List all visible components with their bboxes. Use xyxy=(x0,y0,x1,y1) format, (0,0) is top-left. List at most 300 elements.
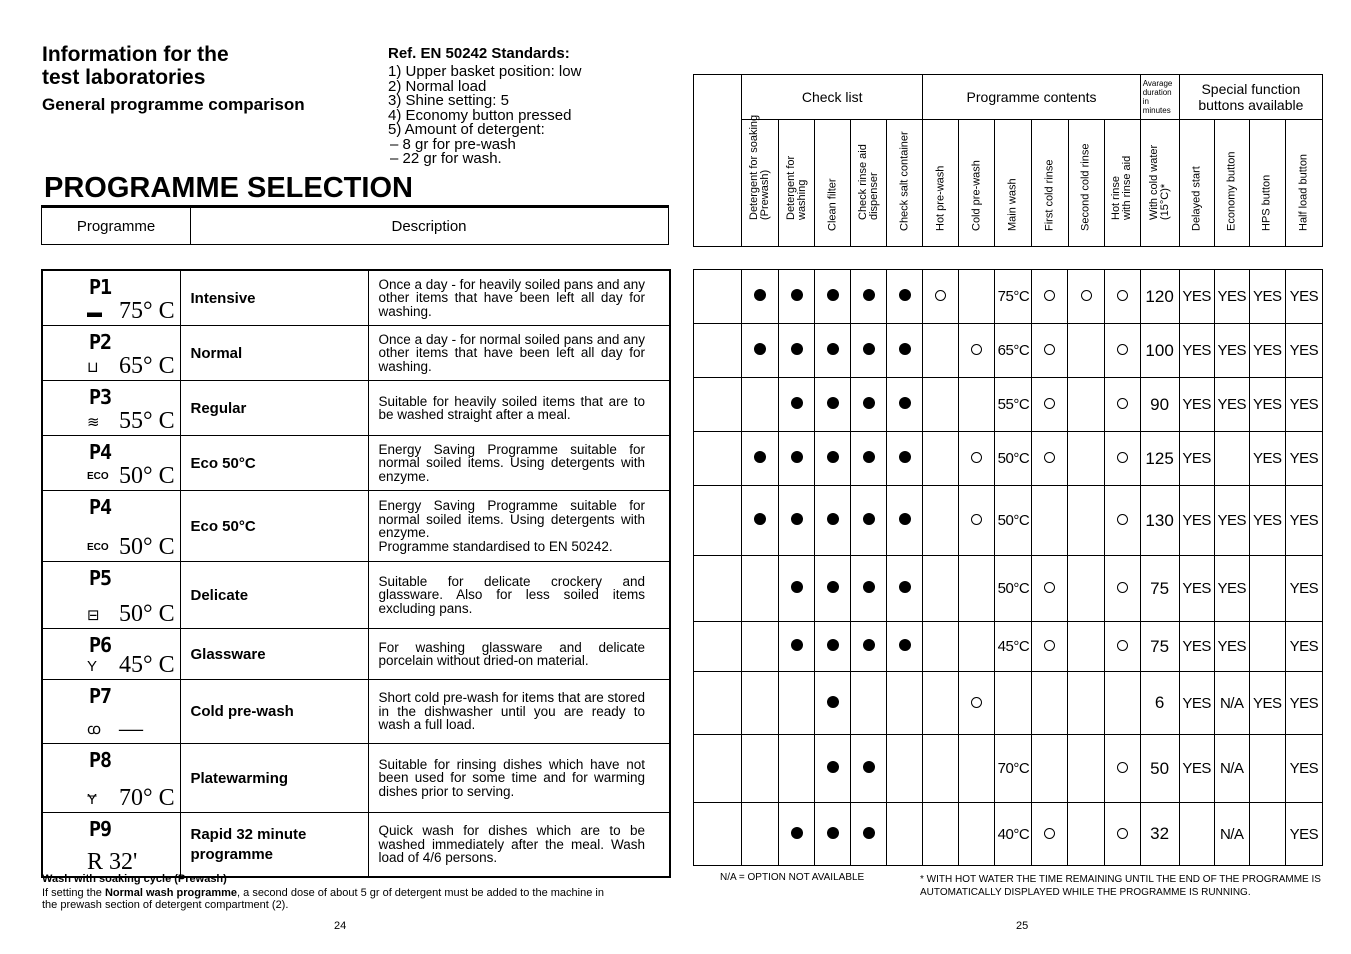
matrix-value: YES xyxy=(1285,803,1322,866)
matrix-row xyxy=(694,735,1323,803)
empty-cell xyxy=(923,803,959,866)
matrix-value: YES xyxy=(1285,324,1322,378)
filled-dot-icon xyxy=(899,513,911,525)
filled-dot-icon xyxy=(863,581,875,593)
open-circle-cell xyxy=(959,432,995,486)
empty-cell xyxy=(1249,556,1285,622)
blank-cell xyxy=(694,486,742,556)
filled-dot-cell xyxy=(779,803,815,866)
empty-cell xyxy=(742,803,779,866)
open-circle-icon xyxy=(1117,762,1128,773)
eco-icon: ECO xyxy=(87,542,109,553)
empty-cell xyxy=(923,486,959,556)
filled-dot-cell xyxy=(779,270,815,324)
column-header: Cold pre-wash xyxy=(959,120,995,247)
programme-description: Once a day - for normal soiled pans and any other items that have been left all day for washing. xyxy=(368,326,670,381)
programme-row xyxy=(42,326,670,381)
matrix-value: YES xyxy=(1179,735,1214,803)
empty-cell xyxy=(1068,486,1104,556)
empty-cell xyxy=(742,556,779,622)
ref-item: – 22 gr for wash. xyxy=(390,150,502,167)
empty-cell xyxy=(995,672,1032,735)
matrix-value: YES xyxy=(1179,270,1214,324)
empty-cell xyxy=(1068,378,1104,432)
open-circle-icon xyxy=(1117,290,1128,301)
empty-cell xyxy=(923,735,959,803)
eco-icon: ECO xyxy=(87,471,109,482)
soak-title: Wash with soaking cycle (Prewash) xyxy=(42,873,227,885)
programme-contents-header: Programme contents xyxy=(923,75,1140,120)
programme-icon-cell xyxy=(42,381,180,436)
filled-dot-cell xyxy=(851,735,887,803)
column-header: First cold rinse xyxy=(1032,120,1068,247)
filled-dot-icon xyxy=(791,827,803,839)
ref-title: Ref. EN 50242 Standards: xyxy=(388,45,570,62)
open-circle-cell xyxy=(1032,324,1068,378)
matrix-value: YES xyxy=(1285,556,1322,622)
filled-dot-cell xyxy=(779,324,815,378)
column-header: Delayed start xyxy=(1179,120,1214,247)
programme-matrix-header xyxy=(693,74,1323,247)
open-circle-icon xyxy=(1044,344,1055,355)
filled-dot-icon xyxy=(827,397,839,409)
filled-dot-cell xyxy=(815,556,851,622)
programme-row xyxy=(42,436,670,491)
matrix-row xyxy=(694,556,1323,622)
column-header: Detergent for washing xyxy=(779,120,815,247)
filled-dot-cell xyxy=(815,378,851,432)
filled-dot-cell xyxy=(815,803,851,866)
programme-name: Normal xyxy=(180,326,368,381)
filled-dot-icon xyxy=(827,761,839,773)
description-column-header: Description xyxy=(391,217,467,235)
programme-column-header: Programme xyxy=(42,208,191,244)
matrix-value: YES xyxy=(1249,270,1285,324)
blank-cell xyxy=(694,270,742,324)
open-circle-icon xyxy=(1044,452,1055,463)
programme-temperature: 75° C xyxy=(119,298,175,324)
left-table-header xyxy=(41,205,669,245)
filled-dot-icon xyxy=(899,397,911,409)
filled-dot-icon xyxy=(827,581,839,593)
filled-dot-icon xyxy=(827,513,839,525)
programme-description: For washing glassware and delicate porcelain without dried-on material. xyxy=(368,629,670,680)
open-circle-cell xyxy=(1104,324,1140,378)
matrix-row xyxy=(694,672,1323,735)
open-circle-icon xyxy=(971,514,982,525)
na-note: N/A = OPTION NOT AVAILABLE xyxy=(720,872,865,883)
empty-cell xyxy=(887,735,923,803)
empty-cell xyxy=(959,803,995,866)
filled-dot-cell xyxy=(815,432,851,486)
empty-cell xyxy=(1214,432,1249,486)
filled-dot-cell xyxy=(742,324,779,378)
filled-dot-cell xyxy=(851,486,887,556)
open-circle-icon xyxy=(1117,514,1128,525)
programme-icon-cell xyxy=(42,744,180,813)
filled-dot-cell xyxy=(851,803,887,866)
column-header: Detergent for soaking (Prewash) xyxy=(742,120,779,247)
open-circle-cell xyxy=(1104,556,1140,622)
empty-cell xyxy=(1104,672,1140,735)
glass-icon: Y xyxy=(87,658,98,675)
filled-dot-icon xyxy=(754,289,766,301)
matrix-value: YES xyxy=(1179,432,1214,486)
matrix-value: 90 xyxy=(1140,378,1179,432)
filled-dot-cell xyxy=(887,486,923,556)
programme-name: Platewarming xyxy=(180,744,368,813)
special-function-header: Special function buttons available xyxy=(1179,75,1322,120)
blank-header-cell xyxy=(694,75,742,247)
programme-code: P4 xyxy=(89,440,112,464)
programme-description: Suitable for delicate crockery and glassware. Also for less soiled items excluding pans. xyxy=(368,562,670,629)
filled-dot-cell xyxy=(779,486,815,556)
empty-cell xyxy=(887,672,923,735)
filled-dot-icon xyxy=(899,581,911,593)
matrix-value: 50 xyxy=(1140,735,1179,803)
open-circle-icon xyxy=(935,290,946,301)
programme-icon-cell xyxy=(42,680,180,744)
matrix-value: YES xyxy=(1214,378,1249,432)
page-number-right: 25 xyxy=(1016,920,1029,932)
matrix-value: 55°C xyxy=(995,378,1032,432)
matrix-value: 6 xyxy=(1140,672,1179,735)
matrix-value: YES xyxy=(1249,432,1285,486)
empty-cell xyxy=(959,622,995,672)
open-circle-icon xyxy=(1117,344,1128,355)
filled-dot-cell xyxy=(887,556,923,622)
programme-description: Energy Saving Programme suitable for normal soiled items. Using detergents with enzyme. xyxy=(368,436,670,491)
blank-cell xyxy=(694,803,742,866)
programme-icon-cell xyxy=(42,813,180,878)
filled-dot-icon xyxy=(827,451,839,463)
programme-description: Suitable for heavily soiled items that are to be washed straight after a meal. xyxy=(368,381,670,436)
open-circle-cell xyxy=(959,486,995,556)
programme-name: Eco 50°C xyxy=(180,436,368,491)
filled-dot-cell xyxy=(779,378,815,432)
empty-cell xyxy=(923,432,959,486)
filled-dot-icon xyxy=(827,343,839,355)
ref-item: 4) Economy button pressed xyxy=(388,106,572,124)
matrix-value: 50°C xyxy=(995,432,1032,486)
programme-icon-cell xyxy=(42,491,180,562)
empty-cell xyxy=(887,803,923,866)
programme-temperature: 70° C xyxy=(119,785,175,811)
filled-dot-cell xyxy=(815,486,851,556)
ref-item: 1) Upper basket position: low xyxy=(388,63,582,80)
blank-cell xyxy=(694,324,742,378)
programme-code: P7 xyxy=(89,684,112,708)
empty-cell xyxy=(1249,622,1285,672)
programme-temperature: 45° C xyxy=(119,652,175,678)
matrix-value: YES xyxy=(1214,270,1249,324)
empty-cell xyxy=(779,672,815,735)
open-circle-cell xyxy=(1104,622,1140,672)
filled-dot-icon xyxy=(791,343,803,355)
matrix-value: N/A xyxy=(1214,672,1249,735)
column-header: Clean filter xyxy=(815,120,851,247)
filled-dot-cell xyxy=(742,432,779,486)
open-circle-icon xyxy=(971,697,982,708)
matrix-value: YES xyxy=(1285,486,1322,556)
filled-dot-cell xyxy=(779,432,815,486)
open-circle-cell xyxy=(1104,486,1140,556)
filled-dot-icon xyxy=(899,639,911,651)
open-circle-cell xyxy=(1104,270,1140,324)
matrix-value: YES xyxy=(1179,486,1214,556)
filled-dot-cell xyxy=(887,378,923,432)
filled-dot-icon xyxy=(863,513,875,525)
open-circle-cell xyxy=(959,324,995,378)
soak-text: If setting the Normal wash programme, a second dose of about 5 gr of detergent must be added to the machine in the prewash section of detergent compartment (2). xyxy=(42,887,604,911)
matrix-value: YES xyxy=(1249,486,1285,556)
programme-name: Eco 50°C xyxy=(180,491,368,562)
filled-dot-cell xyxy=(815,672,851,735)
programme-row xyxy=(42,491,670,562)
matrix-value: N/A xyxy=(1214,803,1249,866)
matrix-value: YES xyxy=(1285,378,1322,432)
column-header: Second cold rinse xyxy=(1068,120,1104,247)
empty-cell xyxy=(1068,735,1104,803)
open-circle-icon xyxy=(1117,582,1128,593)
empty-cell xyxy=(1068,803,1104,866)
cup-icon: ⊟ xyxy=(87,607,100,624)
open-circle-icon xyxy=(1117,452,1128,463)
filled-dot-cell xyxy=(887,432,923,486)
filled-dot-cell xyxy=(779,556,815,622)
empty-cell xyxy=(1032,735,1068,803)
empty-cell xyxy=(1068,672,1104,735)
matrix-value: 100 xyxy=(1140,324,1179,378)
matrix-value: YES xyxy=(1249,378,1285,432)
matrix-row xyxy=(694,486,1323,556)
programme-description: Energy Saving Programme suitable for normal soiled items. Using detergents with enzyme. Programme standardised to EN 50242. xyxy=(368,491,670,562)
matrix-value: YES xyxy=(1285,735,1322,803)
filled-dot-icon xyxy=(791,581,803,593)
plates-icon: ≋ xyxy=(87,414,100,431)
empty-cell xyxy=(742,672,779,735)
open-circle-cell xyxy=(1032,432,1068,486)
matrix-value: 40°C xyxy=(995,803,1032,866)
matrix-value: 120 xyxy=(1140,270,1179,324)
programme-code: P4 xyxy=(89,495,112,519)
empty-cell xyxy=(742,378,779,432)
filled-dot-icon xyxy=(863,451,875,463)
filled-dot-icon xyxy=(791,289,803,301)
filled-dot-icon xyxy=(754,343,766,355)
empty-cell xyxy=(742,735,779,803)
filled-dot-icon xyxy=(863,343,875,355)
filled-dot-icon xyxy=(863,761,875,773)
open-circle-cell xyxy=(1104,378,1140,432)
ref-item: 2) Normal load xyxy=(388,77,487,95)
column-header: HPS button xyxy=(1249,120,1285,247)
matrix-value: YES xyxy=(1249,672,1285,735)
programme-icon-cell xyxy=(42,326,180,381)
matrix-value: 50°C xyxy=(995,486,1032,556)
matrix-value: YES xyxy=(1285,432,1322,486)
filled-dot-cell xyxy=(887,622,923,672)
column-header: With cold water (15°C)* xyxy=(1140,120,1179,247)
column-header: Economy button xyxy=(1214,120,1249,247)
programme-description: Suitable for rinsing dishes which have not been used for some time and for warming dishes prior to serving. xyxy=(368,744,670,813)
programme-temperature: 50° C xyxy=(119,601,175,627)
open-circle-icon xyxy=(1044,828,1055,839)
matrix-value: YES xyxy=(1179,622,1214,672)
programme-icon-cell xyxy=(42,270,180,326)
matrix-row xyxy=(694,270,1323,324)
matrix-value: 45°C xyxy=(995,622,1032,672)
programme-icon-cell xyxy=(42,562,180,629)
matrix-value: YES xyxy=(1214,324,1249,378)
empty-cell xyxy=(923,672,959,735)
matrix-row xyxy=(694,378,1323,432)
empty-cell xyxy=(923,378,959,432)
filled-dot-cell xyxy=(887,270,923,324)
open-circle-cell xyxy=(1068,270,1104,324)
programme-temperature: 50° C xyxy=(119,534,175,560)
matrix-value: 32 xyxy=(1140,803,1179,866)
matrix-value: 75 xyxy=(1140,622,1179,672)
blank-cell xyxy=(694,432,742,486)
open-circle-cell xyxy=(923,270,959,324)
programme-row xyxy=(42,680,670,744)
page-number-left: 24 xyxy=(334,920,347,932)
filled-dot-icon xyxy=(899,289,911,301)
matrix-row xyxy=(694,622,1323,672)
column-header: Check salt container xyxy=(887,120,923,247)
empty-cell xyxy=(923,324,959,378)
empty-cell xyxy=(959,556,995,622)
programme-code: P1 xyxy=(89,275,112,299)
matrix-value: 130 xyxy=(1140,486,1179,556)
open-circle-cell xyxy=(1104,432,1140,486)
check-list-header: Check list xyxy=(742,75,923,120)
filled-dot-cell xyxy=(815,324,851,378)
filled-dot-cell xyxy=(815,270,851,324)
pot-icon: ▬ xyxy=(87,304,102,321)
ref-item: – 8 gr for pre-wash xyxy=(390,135,516,153)
open-circle-cell xyxy=(1104,803,1140,866)
programme-temperature: 50° C xyxy=(119,463,175,489)
empty-cell xyxy=(959,378,995,432)
programme-description: Quick wash for dishes which are to be washed immediately after the meal. Wash load of 4/6 persons. xyxy=(368,813,670,878)
column-header: Hot pre-wash xyxy=(923,120,959,247)
filled-dot-icon xyxy=(863,639,875,651)
filled-dot-icon xyxy=(827,696,839,708)
filled-dot-cell xyxy=(779,622,815,672)
filled-dot-cell xyxy=(851,378,887,432)
blank-cell xyxy=(694,735,742,803)
filled-dot-cell xyxy=(887,324,923,378)
programme-table xyxy=(41,269,671,878)
matrix-row xyxy=(694,324,1323,378)
programme-row xyxy=(42,562,670,629)
empty-cell xyxy=(1179,803,1214,866)
programme-code: P9 xyxy=(89,817,112,841)
programme-row xyxy=(42,629,670,680)
programme-row xyxy=(42,381,670,436)
matrix-value: YES xyxy=(1214,622,1249,672)
matrix-value: 70°C xyxy=(995,735,1032,803)
filled-dot-icon xyxy=(791,513,803,525)
matrix-value: 75°C xyxy=(995,270,1032,324)
empty-cell xyxy=(742,622,779,672)
cold-rinse-icon: ꭃ xyxy=(87,721,102,738)
programme-temperature: 55° C xyxy=(119,408,175,434)
open-circle-icon xyxy=(971,344,982,355)
programme-matrix xyxy=(693,269,1323,866)
blank-cell xyxy=(694,556,742,622)
filled-dot-cell xyxy=(851,324,887,378)
matrix-value: N/A xyxy=(1214,735,1249,803)
empty-cell xyxy=(1032,486,1068,556)
programme-name: Rapid 32 minute programme xyxy=(180,813,368,878)
filled-dot-icon xyxy=(863,827,875,839)
open-circle-cell xyxy=(959,672,995,735)
matrix-value: YES xyxy=(1214,556,1249,622)
open-circle-cell xyxy=(1032,270,1068,324)
programme-name: Regular xyxy=(180,381,368,436)
programme-row xyxy=(42,744,670,813)
programme-name: Delicate xyxy=(180,562,368,629)
matrix-row xyxy=(694,432,1323,486)
filled-dot-icon xyxy=(754,513,766,525)
blank-cell xyxy=(694,672,742,735)
open-circle-icon xyxy=(1117,640,1128,651)
empty-cell xyxy=(1068,556,1104,622)
filled-dot-icon xyxy=(827,639,839,651)
matrix-value: YES xyxy=(1179,556,1214,622)
filled-dot-icon xyxy=(791,639,803,651)
filled-dot-icon xyxy=(863,397,875,409)
filled-dot-cell xyxy=(815,735,851,803)
programme-name: Glassware xyxy=(180,629,368,680)
filled-dot-cell xyxy=(742,486,779,556)
programme-code: P5 xyxy=(89,566,112,590)
empty-cell xyxy=(779,735,815,803)
matrix-value: YES xyxy=(1285,270,1322,324)
info-title: Information for the test laboratories xyxy=(42,43,229,89)
blank-cell xyxy=(694,378,742,432)
empty-cell xyxy=(923,556,959,622)
programme-temperature: — xyxy=(119,716,143,742)
filled-dot-icon xyxy=(791,397,803,409)
programme-code: P8 xyxy=(89,748,112,772)
matrix-row xyxy=(694,803,1323,866)
empty-cell xyxy=(1068,324,1104,378)
empty-cell xyxy=(1249,735,1285,803)
open-circle-icon xyxy=(1081,290,1092,301)
matrix-value: YES xyxy=(1285,622,1322,672)
matrix-value: YES xyxy=(1179,672,1214,735)
empty-cell xyxy=(959,270,995,324)
open-circle-icon xyxy=(1044,398,1055,409)
filled-dot-icon xyxy=(754,451,766,463)
matrix-value: 65°C xyxy=(995,324,1032,378)
pan-icon: ⊔ xyxy=(87,359,99,376)
programme-description: Once a day - for heavily soiled pans and any other items that have been left all day for washing. xyxy=(368,270,670,326)
open-circle-icon xyxy=(1117,398,1128,409)
matrix-value: 75 xyxy=(1140,556,1179,622)
programme-icon-cell xyxy=(42,436,180,491)
filled-dot-icon xyxy=(827,289,839,301)
matrix-value: YES xyxy=(1179,378,1214,432)
programme-row xyxy=(42,813,670,878)
programme-code: P3 xyxy=(89,385,112,409)
open-circle-icon xyxy=(1044,582,1055,593)
open-circle-cell xyxy=(1032,378,1068,432)
